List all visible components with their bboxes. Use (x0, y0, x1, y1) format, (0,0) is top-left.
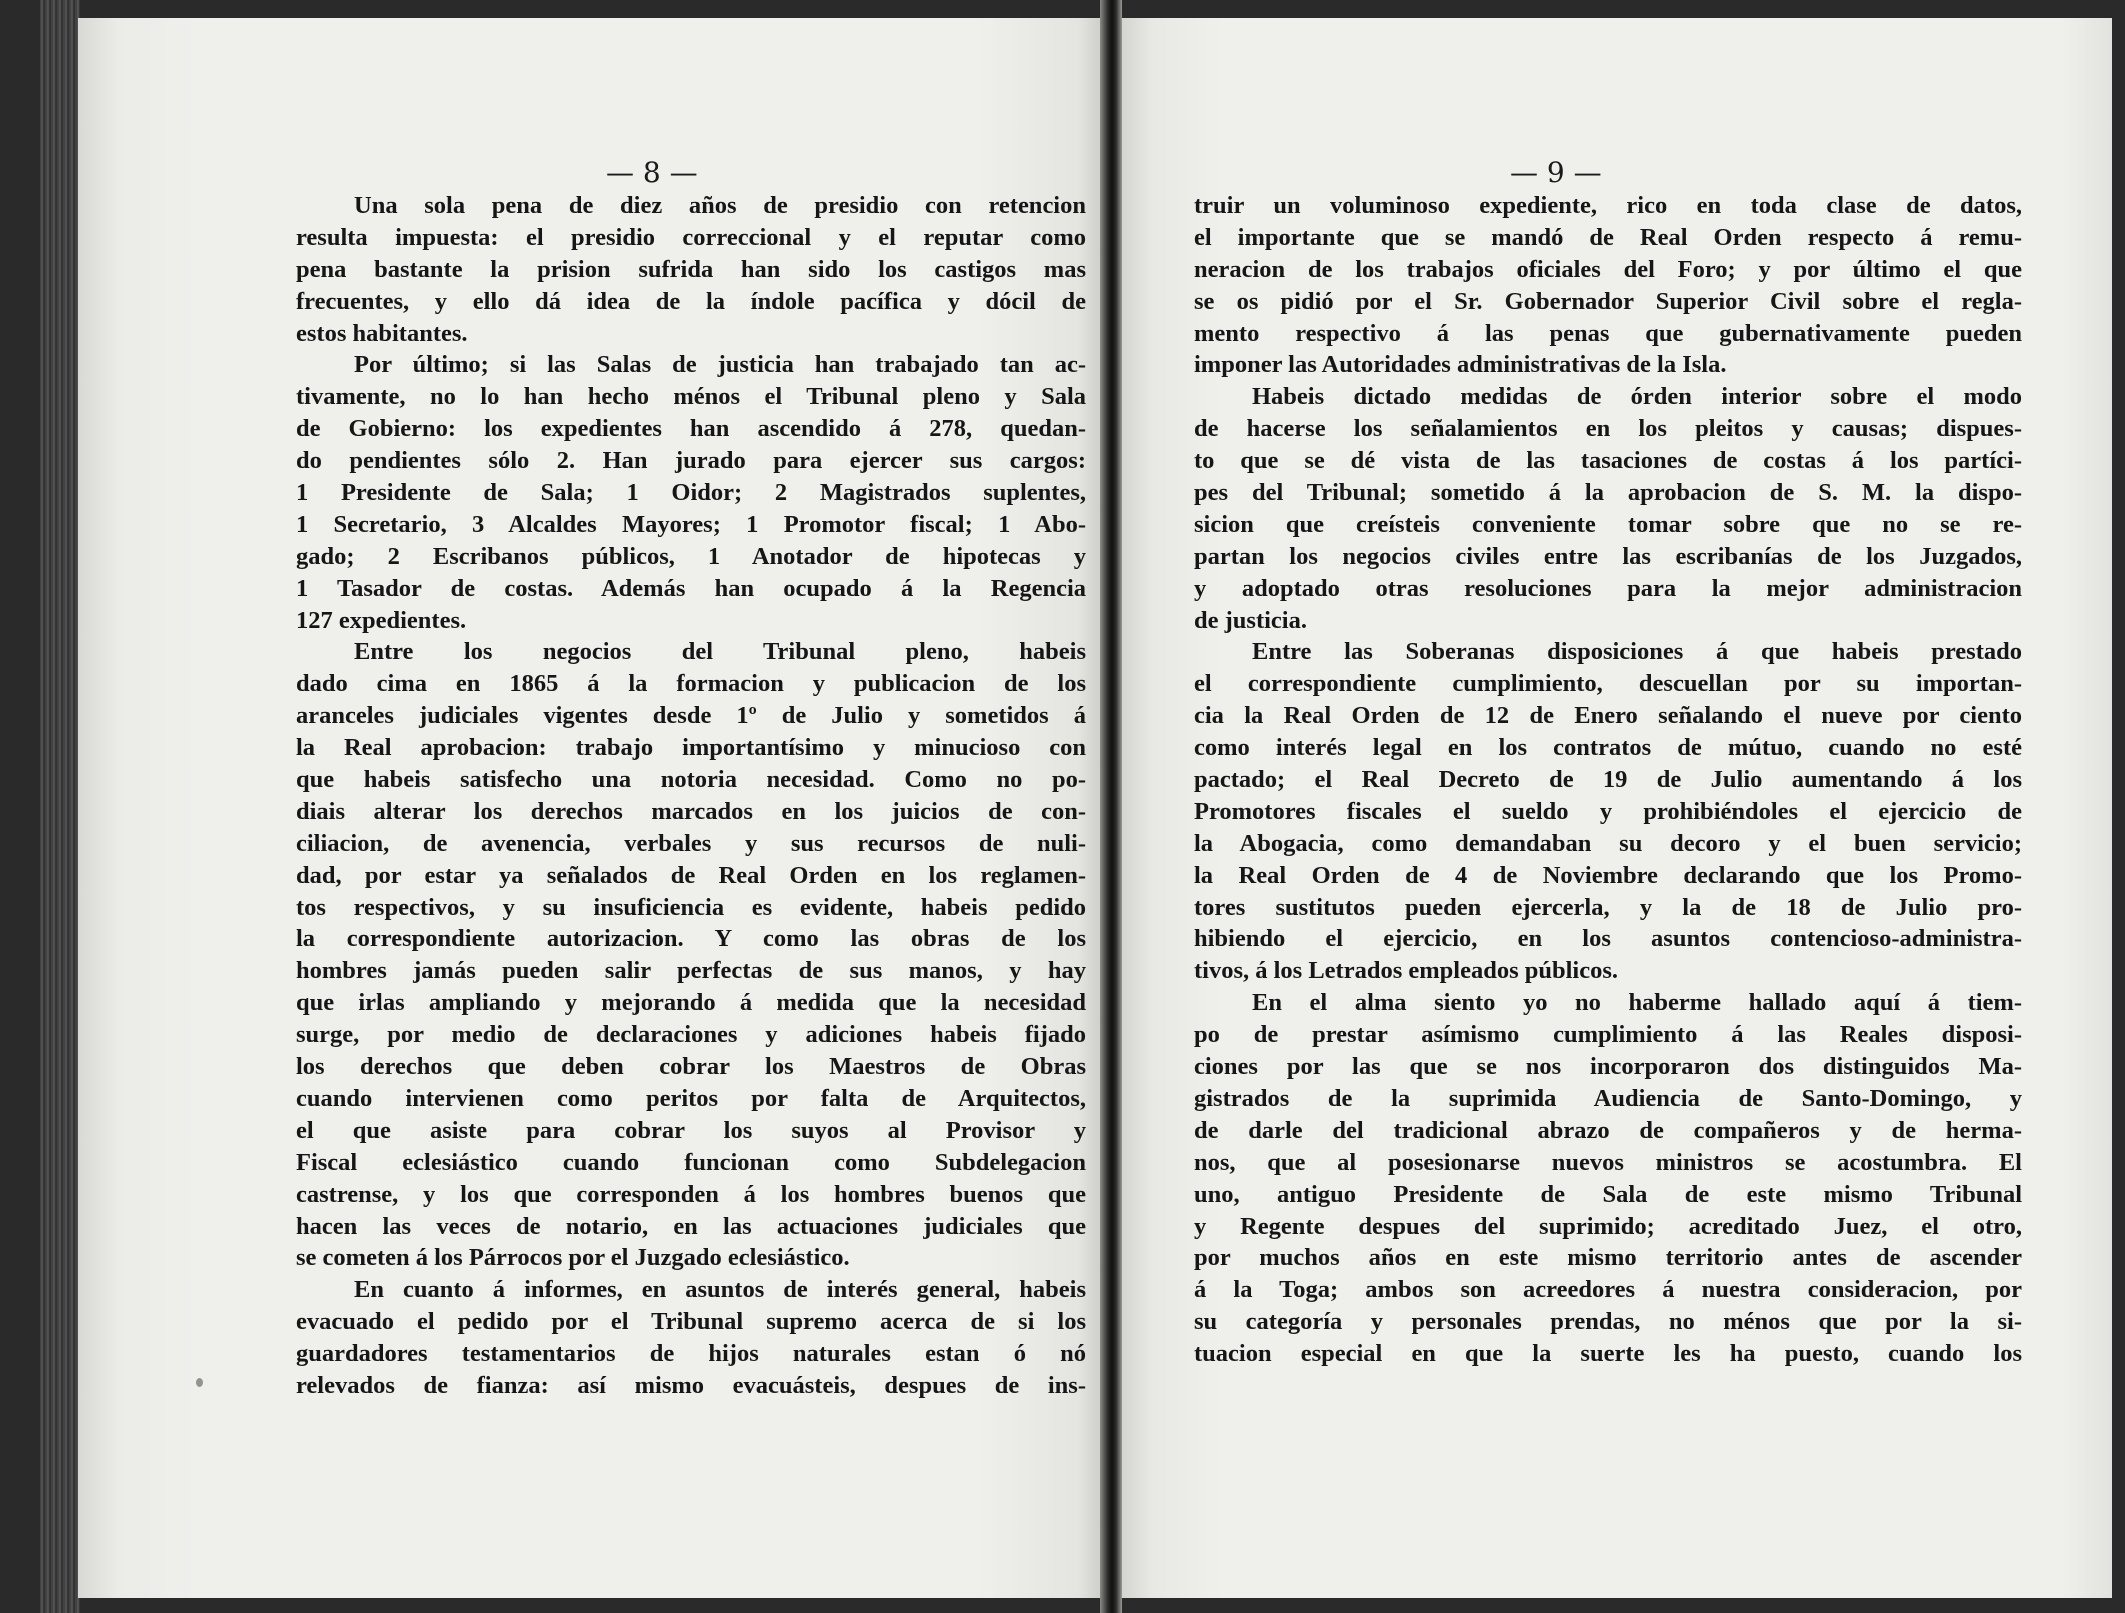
text-line: truir un voluminoso expediente, rico en toda clase de datos, (1194, 192, 2022, 219)
text-line: do pendientes sólo 2. Han jurado para ejercer sus cargos: (296, 447, 1086, 475)
text-line: Una sola pena de diez años de presidio con retencion (354, 192, 1086, 219)
text-line: el importante que se mandó de Real Orden respecto á remu- (1194, 223, 2022, 251)
text-line: de darle del tradicional abrazo de compañeros y de herma- (1194, 1116, 2022, 1144)
text-line: se cometen á los Párrocos por el Juzgado eclesiástico. (296, 1244, 850, 1272)
text-line: resulta impuesta: el presidio correccional y el reputar como (296, 223, 1086, 251)
text-line: de Gobierno: los expedientes han ascendido á 278, quedan- (296, 415, 1086, 443)
left-page (78, 18, 1100, 1598)
text-line: 1 Secretario, 3 Alcaldes Mayores; 1 Promotor fiscal; 1 Abo- (296, 510, 1086, 538)
text-line: la Abogacia, como demandaban su decoro y el buen servicio; (1194, 829, 2022, 857)
page-number-right: — 9 — (1510, 156, 1602, 189)
text-line: el correspondiente cumplimiento, descuellan por su importan- (1194, 670, 2022, 698)
text-line: estos habitantes. (296, 319, 468, 347)
right-page (1122, 18, 2112, 1598)
text-line: de justicia. (1194, 606, 1307, 634)
text-line: gistrados de la suprimida Audiencia de Santo-Domingo, y (1194, 1084, 2022, 1112)
text-line: diais alterar los derechos marcados en los juicios de con- (296, 797, 1086, 825)
text-line: de hacerse los señalamientos en los pleitos y causas; dispues- (1194, 415, 2022, 443)
text-line: tivos, á los Letrados empleados públicos. (1194, 957, 1619, 985)
text-line: hibiendo el ejercicio, en los asuntos contencioso-administra- (1194, 925, 2022, 953)
text-line: ciones por las que se nos incorporaron dos distinguidos Ma- (1194, 1053, 2022, 1081)
text-line: tivamente, no lo han hecho ménos el Tribunal pleno y Sala (296, 383, 1086, 411)
text-line: pactado; el Real Decreto de 19 de Julio aumentando á los (1194, 766, 2022, 794)
page-number-left: — 8 — (606, 156, 698, 189)
text-line: aranceles judiciales vigentes desde 1º de Julio y sometidos á (296, 702, 1086, 730)
text-line: po de prestar asímismo cumplimiento á las Reales disposi- (1194, 1021, 2022, 1049)
text-line: los derechos que deben cobrar los Maestros de Obras (296, 1053, 1086, 1081)
text-line: En cuanto á informes, en asuntos de interés general, habeis (354, 1276, 1086, 1304)
text-line: pes del Tribunal; sometido á la aprobacion de S. M. la dispo- (1194, 479, 2022, 507)
text-line: como interés legal en los contratos de mútuo, cuando no esté (1194, 734, 2022, 762)
book-page-edges (40, 0, 80, 1613)
text-line: surge, por medio de declaraciones y adiciones habeis fijado (296, 1021, 1086, 1049)
text-line: gado; 2 Escribanos públicos, 1 Anotador de hipotecas y (296, 542, 1086, 570)
text-line: Fiscal eclesiástico cuando funcionan como Subdelegacion (296, 1148, 1086, 1176)
text-line: la Real aprobacion: trabajo importantísimo y minucioso con (296, 734, 1086, 762)
text-line: ciliacion, de avenencia, verbales y sus recursos de nuli- (296, 829, 1086, 857)
text-line: cuando intervienen como peritos por falta de Arquitectos, (296, 1084, 1086, 1112)
text-line: que irlas ampliando y mejorando á medida que la necesidad (296, 989, 1086, 1017)
text-line: to que se dé vista de las tasaciones de costas á los partíci- (1194, 447, 2022, 475)
text-line: castrense, y los que corresponden á los hombres buenos que (296, 1180, 1086, 1208)
text-line: la Real Orden de 4 de Noviembre declarando que los Promo- (1194, 861, 2022, 889)
text-line: evacuado el pedido por el Tribunal supremo acerca de si los (296, 1308, 1086, 1336)
text-line: Entre los negocios del Tribunal pleno, habeis (354, 638, 1086, 666)
right-page-text (1194, 190, 2022, 1370)
text-line: uno, antiguo Presidente de Sala de este mismo Tribunal (1194, 1180, 2022, 1208)
text-line: Promotores fiscales el sueldo y prohibiéndoles el ejercicio de (1194, 797, 2022, 825)
text-line: tuacion especial en que la suerte les ha puesto, cuando los (1194, 1340, 2022, 1368)
text-line: dado cima en 1865 á la formacion y publicacion de los (296, 670, 1086, 698)
book-gutter (1100, 0, 1122, 1613)
text-line: la correspondiente autorizacion. Y como las obras de los (296, 925, 1086, 953)
text-line: hacen las veces de notario, en las actuaciones judiciales que (296, 1212, 1086, 1240)
left-page-text (296, 190, 1086, 1402)
text-line: 1 Tasador de costas. Además han ocupado á la Regencia (296, 574, 1086, 602)
text-line: el que asiste para cobrar los suyos al Provisor y (296, 1116, 1086, 1144)
text-line: cia la Real Orden de 12 de Enero señalando el nueve por ciento (1194, 702, 2022, 730)
text-line: 127 expedientes. (296, 606, 467, 634)
text-line: Por último; si las Salas de justicia han trabajado tan ac- (354, 351, 1086, 379)
text-line: partan los negocios civiles entre las escribanías de los Juzgados, (1194, 542, 2022, 570)
text-line: que habeis satisfecho una notoria necesidad. Como no po- (296, 766, 1086, 794)
text-line: dad, por estar ya señalados de Real Orden en los reglamen- (296, 861, 1086, 889)
text-line: 1 Presidente de Sala; 1 Oidor; 2 Magistrados suplentes, (296, 479, 1086, 507)
ink-speck (196, 1378, 203, 1387)
text-line: frecuentes, y ello dá idea de la índole pacífica y dócil de (296, 287, 1086, 315)
text-line: á la Toga; ambos son acreedores á nuestra consideracion, por (1194, 1276, 2022, 1304)
text-line: Habeis dictado medidas de órden interior sobre el modo (1252, 383, 2022, 411)
text-line: imponer las Autoridades administrativas de la Isla. (1194, 351, 1727, 379)
text-line: neracion de los trabajos oficiales del Foro; y por último el que (1194, 255, 2022, 283)
text-line: se os pidió por el Sr. Gobernador Superior Civil sobre el regla- (1194, 287, 2022, 315)
text-line: por muchos años en este mismo territorio antes de ascender (1194, 1244, 2022, 1272)
text-line: Entre las Soberanas disposiciones á que habeis prestado (1252, 638, 2022, 666)
text-line: su categoría y personales prendas, no ménos que por la si- (1194, 1308, 2022, 1336)
text-line: sicion que creísteis conveniente tomar sobre que no se re- (1194, 510, 2022, 538)
text-line: tos respectivos, y su insuficiencia es evidente, habeis pedido (296, 893, 1086, 921)
text-line: mento respectivo á las penas que gubernativamente pueden (1194, 319, 2022, 347)
text-line: relevados de fianza: así mismo evacuásteis, despues de ins- (296, 1371, 1086, 1399)
text-line: y adoptado otras resoluciones para la mejor administracion (1194, 574, 2022, 602)
text-line: pena bastante la prision sufrida han sido los castigos mas (296, 255, 1086, 283)
text-line: hombres jamás pueden salir perfectas de sus manos, y hay (296, 957, 1086, 985)
text-line: y Regente despues del suprimido; acreditado Juez, el otro, (1194, 1212, 2022, 1240)
text-line: nos, que al posesionarse nuevos ministros se acostumbra. El (1194, 1148, 2022, 1176)
text-line: En el alma siento yo no haberme hallado aquí á tiem- (1252, 989, 2022, 1017)
text-line: tores sustitutos pueden ejercerla, y la de 18 de Julio pro- (1194, 893, 2022, 921)
text-line: guardadores testamentarios de hijos naturales estan ó nó (296, 1340, 1086, 1368)
